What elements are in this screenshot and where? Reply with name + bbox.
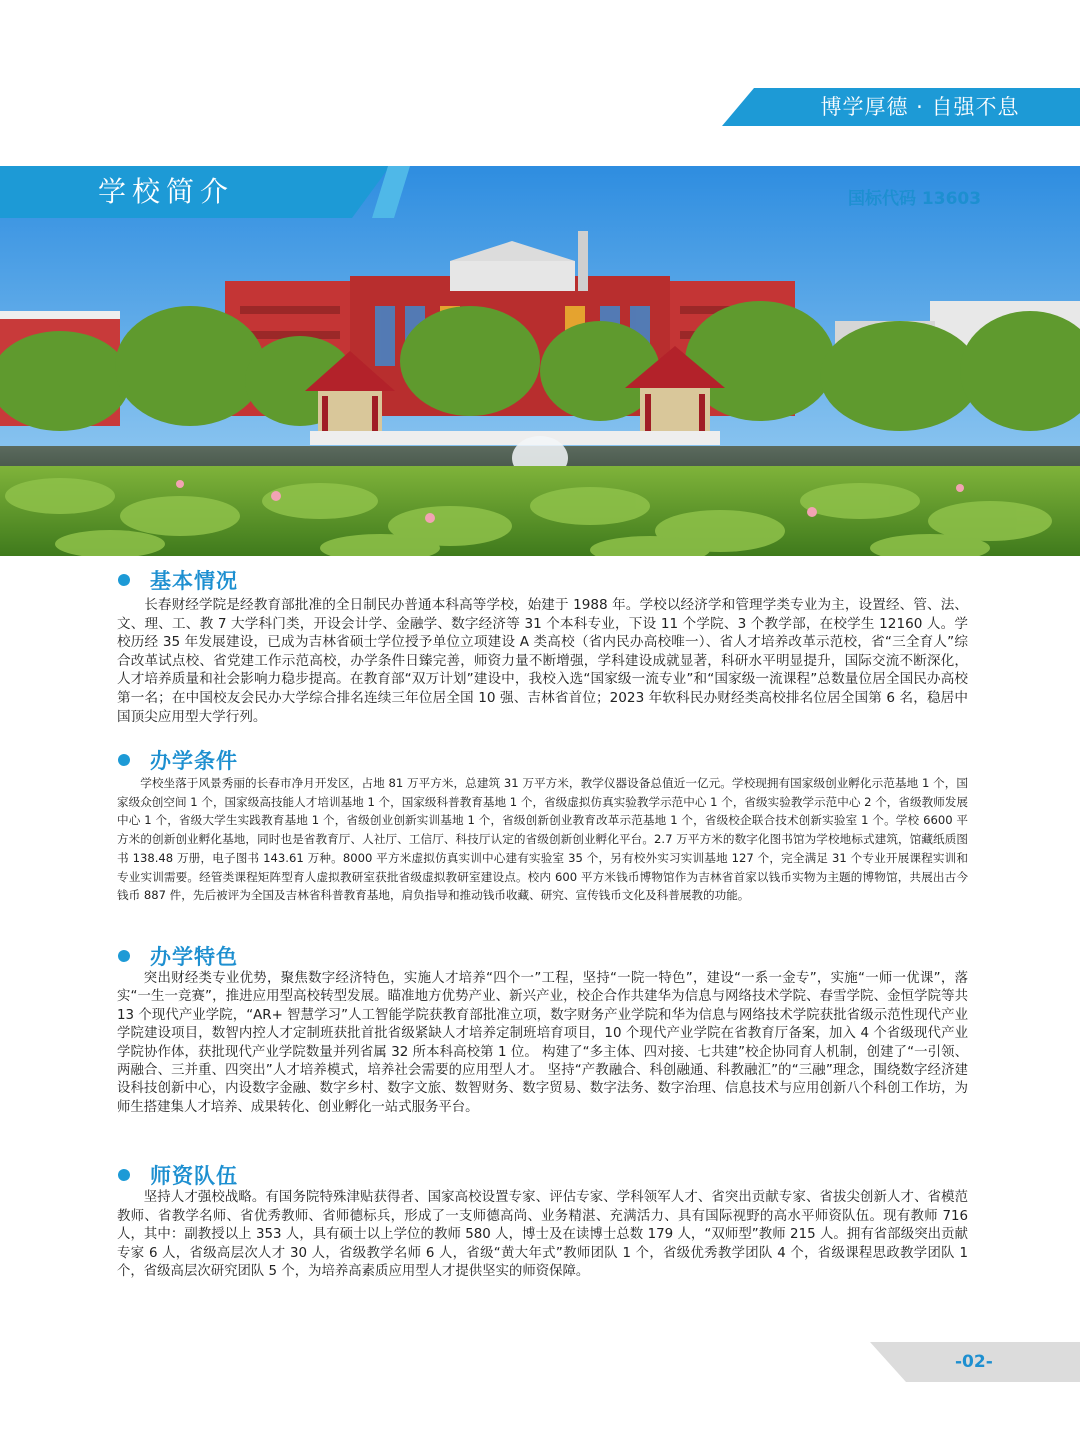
section-heading-faculty — [118, 1161, 238, 1189]
bullet-icon — [118, 1169, 130, 1181]
page-title: 学校简介 — [98, 175, 235, 208]
section-body-faculty: 坚持人才强校战略。有国务院特殊津贴获得者、国家高校设置专家、评估专家、学科领军人才、省突出贡献专家、省拔尖创新人才、省模范教师、省教学名师、省优秀教师、省师德标兵，形成了一支师德高尚、业务精湛、充满活力、具有国际视野的高水平师资队伍。现有教师 716 人，其中：副教授以上 353 人，具有硕士以上学位的教师 580 人，博士及在读博士总数 179 人，“双师型”教师 215 人。拥有省部级突出贡献专家 6 人，省级高层次人才 30 人，省级教学名师 6 人，省级“黄大年式”教师团队 1 个，省级优秀教学团队 4 个，省级课程思政教学团队 1 个，省级高层次研究团队 5 个，为培养高素质应用型人才提供坚实的师资保障。 — [117, 1190, 968, 1279]
section-body-basic: 长春财经学院是经教育部批准的全日制民办普通本科高等学校，始建于 1988 年。学校以经济学和管理学类专业为主，设置经、管、法、文、理、工、教 7 大学科门类，开设会计学、金融学、数字经济等 31 个本科专业，下设 11 个学院、3 个教学部，在校学生 12160 人。学校历经 35 年发展建设，已成为吉林省硕士学位授予单位立项建设 A 类高校（省内民办高校唯一）、省人才培养改革示范校，省“三全育人”综合改革试点校、省党建工作示范高校，办学条件日臻完善，师资力量不断增强，学科建设成就显著，科研水平明显提升，国际交流不断深化，人才培养质量和社会影响力稳步提高。在教育部“双万计划”建设中，我校入选“国家级一流专业”和“国家级一流课程”总数量位居全国民办高校第一名；在中国校友会民办大学综合排名连续三年位居全国 10 强、吉林省首位；2023 年软科民办财经类高校排名位居全国第 6 名，稳居中国顶尖应用型大学行列。 — [117, 597, 968, 725]
bullet-icon — [118, 574, 130, 586]
section-heading-features — [118, 942, 238, 970]
section-body-conditions: 学校坐落于风景秀丽的长春市净月开发区，占地 81 万平方米，总建筑 31 万平方米，教学仪器设备总值近一亿元。学校现拥有国家级创业孵化示范基地 1 个，国家级众创空间 1 个，国家级高技能人才培训基地 1 个，国家级科普教育基地 1 个，省级虚拟仿真实验教学示范中心 1 个，省级实验教学示范中心 2 个，省级教师发展中心 1 个，省级大学生实践教育基地 1 个，省级创业创新实训基地 1 个，省级创新创业教育改革示范基地 1 个，省级校企联合技术创新实验室 1 个。学校 6600 平方米的创新创业孵化基地，同时也是省教育厅、人社厅、工信厅、科技厅认定的省级创新创业孵化平台。2.7 万平方米的数字化图书馆为学校地标式建筑，馆藏纸质图书 138.48 万册，电子图书 143.61 万种。8000 平方米虚拟仿真实训中心建有实验室 35 个，另有校外实习实训基地 127 个，完全满足 31 个专业开展课程实训和专业实训需要。经管类课程矩阵型育人虚拟教研室获批省级虚拟教研室建设点。校内 600 平方米钱币博物馆作为吉林省首家以钱币实物为主题的博物馆，共展出古今钱币 887 件，先后被评为全国及吉林省科普教育基地，肩负指导和推动钱币收藏、研究、宣传钱币文化及科普展教的功能。 — [117, 776, 968, 903]
section-title: 办学条件 — [150, 749, 238, 773]
page-number: -02- — [955, 1352, 993, 1372]
bullet-icon — [118, 754, 130, 766]
section-title: 办学特色 — [150, 945, 238, 969]
section-title: 基本情况 — [150, 569, 238, 593]
bullet-icon — [118, 950, 130, 962]
campus-photo — [0, 166, 1080, 556]
section-heading-conditions — [118, 746, 238, 774]
section-body-features: 突出财经类专业优势，聚焦数字经济特色，实施人才培养“四个一”工程，坚持“一院一特色”，建设“一系一金专”，实施“一师一优课”，落实“一生一竞赛”，推进应用型高校转型发展。瞄准地方优势产业、新兴产业，校企合作共建华为信息与网络技术学院、春雪学院、金恒学院等共 13 个现代产业学院，“AR+ 智慧学习”人工智能学院获教育部批准立项，数字财务产业学院和华为信息与网络技术学院获批省级示范性现代产业学院建设项目，数智内控人才定制班获批首批省级紧缺人才培养定制班培育项目，10 个现代产业学院在省教育厅备案，加入 4 个省级现代产业学院协作体，获批现代产业学院数量并列省属 32 所本科高校第 1 位。 构建了“多主体、四对接、七共建”校企协同育人机制，创建了“一引领、两融合、三并重、四突出”人才培养模式，培养社会需要的应用型人才。 坚持“产教融合、科创融通、科教融汇”的“三融”理念，围绕数字经济建设科技创新中心，内设数字金融、数字乡村、数字文旅、数智财务、数字贸易、数字法务、数字治理、信息技术与应用创新八个科创工作坊，为师生搭建集人才培养、成果转化、创业孵化一站式服务平台。 — [117, 971, 968, 1115]
section-heading-basic — [118, 566, 238, 594]
section-title: 师资队伍 — [150, 1164, 238, 1188]
school-motto: 博学厚德 · 自强不息 — [820, 95, 1020, 119]
national-code: 国标代码 13603 — [848, 189, 982, 209]
